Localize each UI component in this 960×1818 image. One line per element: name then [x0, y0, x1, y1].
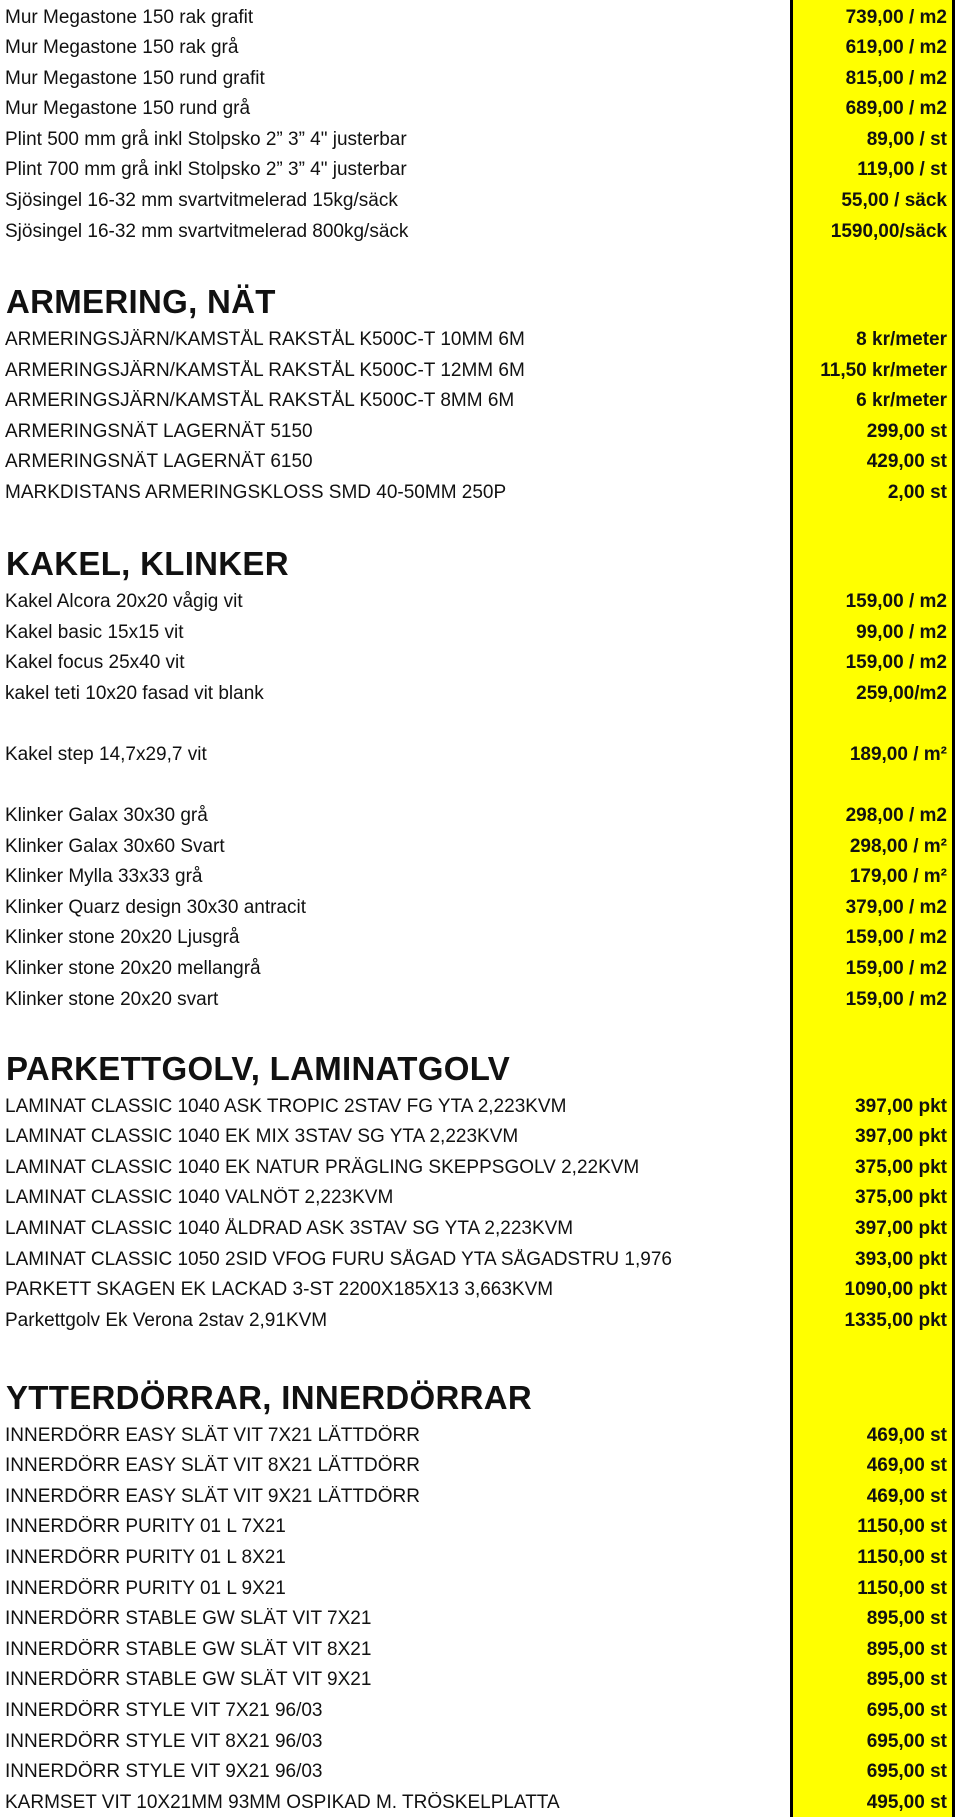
- product-name: INNERDÖRR STABLE GW SLÄT VIT 8X21: [5, 1639, 372, 1660]
- product-price: 739,00 / m2: [845, 7, 947, 28]
- product-name: Klinker Mylla 33x33 grå: [5, 866, 203, 887]
- product-name: LAMINAT CLASSIC 1050 2SID VFOG FURU SÅGAD YTA SÅGADSTRU 1,976: [5, 1249, 672, 1270]
- product-name: PARKETT SKAGEN EK LACKAD 3-ST 2200X185X13 3,663KVM: [5, 1279, 554, 1300]
- price-list-row: [0, 217, 960, 247]
- price-list-row: [0, 94, 960, 124]
- price-list-row: [0, 1214, 960, 1244]
- price-list-row: [0, 478, 960, 508]
- price-list-row: [0, 1574, 960, 1604]
- product-name: Sjösingel 16-32 mm svartvitmelerad 15kg/säck: [5, 190, 398, 211]
- product-name: ARMERINGSJÄRN/KAMSTÅL RAKSTÅL K500C-T 10MM 6M: [5, 329, 525, 350]
- price-list-row: [0, 1482, 960, 1512]
- product-name: ARMERINGSNÄT LAGERNÄT 5150: [5, 421, 313, 442]
- product-price: 99,00 / m2: [856, 622, 947, 643]
- product-price: 895,00 st: [866, 1608, 947, 1629]
- product-price: 689,00 / m2: [845, 98, 947, 119]
- price-list-row: [0, 1245, 960, 1275]
- product-price: 469,00 st: [866, 1425, 947, 1446]
- product-price: 298,00 / m2: [845, 805, 947, 826]
- product-price: 397,00 pkt: [855, 1126, 947, 1147]
- product-name: Klinker Galax 30x60 Svart: [5, 836, 225, 857]
- price-list-row: [0, 954, 960, 984]
- price-list-row: [0, 1727, 960, 1757]
- product-name: Parkettgolv Ek Verona 2stav 2,91KVM: [5, 1310, 328, 1331]
- price-list-row: [0, 985, 960, 1015]
- price-list-row: [0, 832, 960, 862]
- product-name: INNERDÖRR PURITY 01 L 7X21: [5, 1516, 286, 1537]
- product-name: INNERDÖRR STYLE VIT 7X21 96/03: [5, 1700, 323, 1721]
- product-name: Klinker stone 20x20 Ljusgrå: [5, 927, 240, 948]
- product-price: 259,00/m2: [856, 683, 947, 704]
- product-name: INNERDÖRR STABLE GW SLÄT VIT 9X21: [5, 1669, 372, 1690]
- price-list-row: [0, 155, 960, 185]
- product-name: Klinker Quarz design 30x30 antracit: [5, 897, 306, 918]
- product-price: 469,00 st: [866, 1486, 947, 1507]
- product-price: 119,00 / st: [857, 159, 947, 180]
- price-list-row: [0, 186, 960, 216]
- product-price: 429,00 st: [866, 451, 947, 472]
- price-list-row: [0, 801, 960, 831]
- product-price: 1335,00 pkt: [844, 1310, 947, 1331]
- price-list-row: [0, 386, 960, 416]
- price-list-row: [0, 1635, 960, 1665]
- product-name: INNERDÖRR STABLE GW SLÄT VIT 7X21: [5, 1608, 372, 1629]
- product-price: 375,00 pkt: [855, 1157, 947, 1178]
- price-list-row: [0, 679, 960, 709]
- price-list-row: [0, 64, 960, 94]
- product-price: 895,00 st: [866, 1669, 947, 1690]
- product-price: 159,00 / m2: [845, 591, 947, 612]
- price-list-row: [0, 1183, 960, 1213]
- product-name: INNERDÖRR STYLE VIT 9X21 96/03: [5, 1761, 323, 1782]
- product-name: kakel teti 10x20 fasad vit blank: [5, 683, 264, 704]
- product-price: 695,00 st: [866, 1731, 947, 1752]
- product-price: 469,00 st: [866, 1455, 947, 1476]
- product-price: 695,00 st: [866, 1761, 947, 1782]
- product-name: ARMERINGSJÄRN/KAMSTÅL RAKSTÅL K500C-T 12MM 6M: [5, 360, 525, 381]
- product-price: 159,00 / m2: [845, 989, 947, 1010]
- product-price: 2,00 st: [887, 482, 947, 503]
- section-heading: YTTERDÖRRAR, INNERDÖRRAR: [6, 1379, 533, 1416]
- price-list-row: [0, 1153, 960, 1183]
- price-list-row: [0, 1665, 960, 1695]
- product-name: Kakel step 14,7x29,7 vit: [5, 744, 207, 765]
- price-list-row: [0, 1122, 960, 1152]
- section-heading: PARKETTGOLV, LAMINATGOLV: [6, 1050, 511, 1087]
- price-list-row: [0, 356, 960, 386]
- product-price: 1150,00 st: [857, 1578, 947, 1599]
- product-name: INNERDÖRR EASY SLÄT VIT 7X21 LÄTTDÖRR: [5, 1425, 420, 1446]
- product-name: Mur Megastone 150 rak grafit: [5, 7, 254, 28]
- product-name: KARMSET VIT 10X21MM 93MM OSPIKAD M. TRÖSKELPLATTA: [5, 1792, 560, 1813]
- price-list-row: [0, 648, 960, 678]
- price-list-row: [0, 1421, 960, 1451]
- product-name: Kakel focus 25x40 vit: [5, 652, 185, 673]
- product-price: 375,00 pkt: [855, 1187, 947, 1208]
- product-name: Sjösingel 16-32 mm svartvitmelerad 800kg/säck: [5, 221, 409, 242]
- price-list-row: [0, 325, 960, 355]
- product-price: 299,00 st: [866, 421, 947, 442]
- product-name: MARKDISTANS ARMERINGSKLOSS SMD 40-50MM 250P: [5, 482, 507, 503]
- product-price: 8 kr/meter: [856, 329, 947, 350]
- section-heading: ARMERING, NÄT: [6, 283, 276, 320]
- product-price: 1150,00 st: [857, 1516, 947, 1537]
- section-heading: KAKEL, KLINKER: [6, 545, 289, 582]
- product-price: 6 kr/meter: [856, 390, 947, 411]
- price-list-row: [0, 618, 960, 648]
- product-price: 159,00 / m2: [845, 927, 947, 948]
- price-list-row: [0, 1306, 960, 1336]
- product-name: LAMINAT CLASSIC 1040 EK NATUR PRÄGLING SKEPPSGOLV 2,22KVM: [5, 1157, 640, 1178]
- price-list-row: [0, 1757, 960, 1787]
- price-list-row: [0, 740, 960, 770]
- price-list-row: [0, 1788, 960, 1818]
- product-name: Kakel basic 15x15 vit: [5, 622, 184, 643]
- price-list-row: [0, 447, 960, 477]
- price-list-row: [0, 1696, 960, 1726]
- price-list-row: [0, 862, 960, 892]
- price-list-row: [0, 893, 960, 923]
- product-price: 397,00 pkt: [855, 1218, 947, 1239]
- product-price: 1590,00/säck: [830, 221, 947, 242]
- product-price: 189,00 / m²: [849, 744, 947, 765]
- product-price: 895,00 st: [866, 1639, 947, 1660]
- price-list-row: [0, 1275, 960, 1305]
- product-price: 495,00 st: [866, 1792, 947, 1813]
- product-name: INNERDÖRR EASY SLÄT VIT 8X21 LÄTTDÖRR: [5, 1455, 420, 1476]
- product-name: ARMERINGSNÄT LAGERNÄT 6150: [5, 451, 313, 472]
- price-list-row: [0, 923, 960, 953]
- product-name: INNERDÖRR STYLE VIT 8X21 96/03: [5, 1731, 323, 1752]
- product-name: INNERDÖRR PURITY 01 L 8X21: [5, 1547, 286, 1568]
- product-name: INNERDÖRR PURITY 01 L 9X21: [5, 1578, 286, 1599]
- product-name: LAMINAT CLASSIC 1040 EK MIX 3STAV SG YTA 2,223KVM: [5, 1126, 519, 1147]
- price-list-row: [0, 125, 960, 155]
- product-price: 89,00 / st: [866, 129, 947, 150]
- product-name: ARMERINGSJÄRN/KAMSTÅL RAKSTÅL K500C-T 8MM 6M: [5, 390, 515, 411]
- product-price: 179,00 / m²: [849, 866, 947, 887]
- product-name: Mur Megastone 150 rak grå: [5, 37, 239, 58]
- product-name: LAMINAT CLASSIC 1040 ASK TROPIC 2STAV FG YTA 2,223KVM: [5, 1096, 567, 1117]
- product-name: Mur Megastone 150 rund grå: [5, 98, 251, 119]
- price-list-row: [0, 1512, 960, 1542]
- product-price: 695,00 st: [866, 1700, 947, 1721]
- product-name: Kakel Alcora 20x20 vågig vit: [5, 591, 243, 612]
- product-name: Klinker stone 20x20 mellangrå: [5, 958, 261, 979]
- product-price: 159,00 / m2: [845, 652, 947, 673]
- product-name: Klinker stone 20x20 svart: [5, 989, 219, 1010]
- product-name: Plint 500 mm grå inkl Stolpsko 2” 3” 4" justerbar: [5, 129, 407, 150]
- product-price: 815,00 / m2: [845, 68, 947, 89]
- price-list-row: [0, 3, 960, 33]
- price-list-row: [0, 1543, 960, 1573]
- product-price: 379,00 / m2: [845, 897, 947, 918]
- product-name: LAMINAT CLASSIC 1040 ÅLDRAD ASK 3STAV SG YTA 2,223KVM: [5, 1218, 574, 1239]
- product-price: 55,00 / säck: [841, 190, 947, 211]
- product-price: 1090,00 pkt: [844, 1279, 947, 1300]
- price-list-row: [0, 1092, 960, 1122]
- product-name: Mur Megastone 150 rund grafit: [5, 68, 265, 89]
- price-list-row: [0, 417, 960, 447]
- product-name: Klinker Galax 30x30 grå: [5, 805, 208, 826]
- product-price: 11,50 kr/meter: [820, 360, 947, 381]
- price-list-row: [0, 1451, 960, 1481]
- price-list-row: [0, 1604, 960, 1634]
- product-price: 393,00 pkt: [855, 1249, 947, 1270]
- product-price: 397,00 pkt: [855, 1096, 947, 1117]
- price-list-row: [0, 33, 960, 63]
- product-name: Plint 700 mm grå inkl Stolpsko 2” 3” 4" justerbar: [5, 159, 407, 180]
- product-price: 619,00 / m2: [845, 37, 947, 58]
- price-list-row: [0, 587, 960, 617]
- product-name: LAMINAT CLASSIC 1040 VALNÖT 2,223KVM: [5, 1187, 394, 1208]
- product-price: 159,00 / m2: [845, 958, 947, 979]
- product-name: INNERDÖRR EASY SLÄT VIT 9X21 LÄTTDÖRR: [5, 1486, 420, 1507]
- product-price: 298,00 / m²: [849, 836, 947, 857]
- product-price: 1150,00 st: [857, 1547, 947, 1568]
